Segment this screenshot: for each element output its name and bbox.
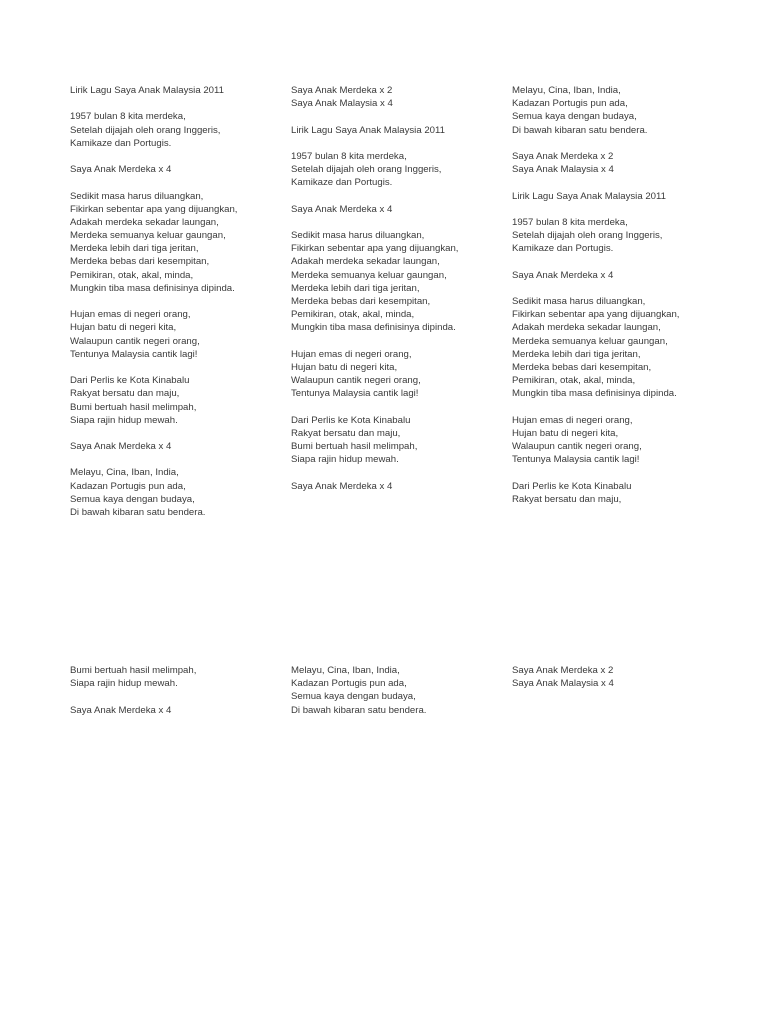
line-gap <box>291 137 501 150</box>
lyric-line: Adakah merdeka sekadar laungan, <box>512 322 661 334</box>
lyric-line: Tentunya Malaysia cantik lagi! <box>70 348 198 360</box>
lyric-line: Kadazan Portugis pun ada, <box>512 98 628 110</box>
lyric-line: Lirik Lagu Saya Anak Malaysia 2011 <box>70 85 224 96</box>
lyric-line: Hujan emas di negeri orang, <box>291 348 412 360</box>
line-gap <box>291 335 501 348</box>
lyric-line: Rakyat bersatu dan maju, <box>512 493 622 505</box>
lyric-line: Saya Anak Malaysia x 4 <box>512 164 614 176</box>
lyric-line: Lirik Lagu Saya Anak Malaysia 2011 <box>291 124 445 136</box>
lyric-line: Siapa rajin hidup mewah. <box>291 454 399 466</box>
lyric-line: Bumi bertuah hasil melimpah, <box>70 665 197 676</box>
line-gap <box>70 453 280 466</box>
lyric-line: Setelah dijajah oleh orang Inggeris, <box>512 230 663 242</box>
lyric-line: Saya Anak Malaysia x 4 <box>291 98 393 110</box>
lyric-line: Hujan emas di negeri orang, <box>70 309 191 321</box>
line-gap <box>291 401 501 414</box>
lyric-line: Mungkin tiba masa definisinya dipinda. <box>512 388 677 400</box>
lyric-line: Siapa rajin hidup mewah. <box>70 678 178 690</box>
lyric-line: Pemikiran, otak, akal, minda, <box>512 375 636 387</box>
lyric-line: Walaupun cantik negeri orang, <box>512 441 642 453</box>
lyric-line: Merdeka lebih dari tiga jeritan, <box>512 348 641 360</box>
lyric-line: Saya Anak Merdeka x 4 <box>291 480 393 492</box>
lyric-line: Tentunya Malaysia cantik lagi! <box>512 454 640 466</box>
lyric-line: Saya Anak Merdeka x 2 <box>291 85 393 96</box>
lyric-line: Fikirkan sebentar apa yang dijuangkan, <box>512 309 680 321</box>
lyric-line: Walaupun cantik negeri orang, <box>70 335 200 347</box>
lyric-line: Kamikaze dan Portugis. <box>512 243 614 255</box>
lyric-line: Saya Anak Merdeka x 2 <box>512 665 614 676</box>
line-gap <box>291 190 501 203</box>
lyric-line: Semua kaya dengan budaya, <box>291 691 416 703</box>
bottom-lyrics-column-2 <box>291 664 501 717</box>
line-gap <box>291 216 501 229</box>
lyric-line: Hujan emas di negeri orang, <box>512 414 633 426</box>
lyric-line: Saya Anak Merdeka x 4 <box>70 164 172 176</box>
lyric-line: Saya Anak Merdeka x 4 <box>70 441 172 453</box>
lyric-line: Sedikit masa harus diluangkan, <box>291 230 425 242</box>
line-gap <box>512 137 722 150</box>
lyric-line: Adakah merdeka sekadar laungan, <box>70 216 219 228</box>
line-gap <box>512 282 722 295</box>
lyric-line: Dari Perlis ke Kota Kinabalu <box>512 480 632 492</box>
lyric-line: Kadazan Portugis pun ada, <box>70 480 186 492</box>
lyric-line: Pemikiran, otak, akal, minda, <box>70 269 194 281</box>
lyric-line: Melayu, Cina, Iban, India, <box>70 467 179 479</box>
lyric-line: Merdeka semuanya keluar gaungan, <box>70 230 226 242</box>
lyric-line: Saya Anak Merdeka x 4 <box>291 203 393 215</box>
lyric-line: Bumi bertuah hasil melimpah, <box>70 401 197 413</box>
lyric-line: Fikirkan sebentar apa yang dijuangkan, <box>291 243 459 255</box>
lyric-line: 1957 bulan 8 kita merdeka, <box>70 111 186 123</box>
lyric-line: Melayu, Cina, Iban, India, <box>512 85 621 96</box>
lyric-line: Merdeka lebih dari tiga jeritan, <box>291 282 420 294</box>
lyric-line: Dari Perlis ke Kota Kinabalu <box>70 375 190 387</box>
lyric-line: Saya Anak Malaysia x 4 <box>512 678 614 690</box>
lyric-line: Adakah merdeka sekadar laungan, <box>291 256 440 268</box>
line-gap <box>512 401 722 414</box>
top-lyrics-column-3 <box>512 84 722 506</box>
lyric-line: Kamikaze dan Portugis. <box>291 177 393 189</box>
lyric-line: Tentunya Malaysia cantik lagi! <box>291 388 419 400</box>
lyric-line: Merdeka bebas dari kesempitan, <box>512 361 652 373</box>
lyric-line: Semua kaya dengan budaya, <box>70 493 195 505</box>
lyric-line: Hujan batu di negeri kita, <box>70 322 177 334</box>
lyric-line: 1957 bulan 8 kita merdeka, <box>512 216 628 228</box>
line-gap <box>70 427 280 440</box>
lyric-line: Rakyat bersatu dan maju, <box>70 388 180 400</box>
line-gap <box>70 97 280 110</box>
lyric-line: Merdeka bebas dari kesempitan, <box>291 296 431 307</box>
top-lyrics-column-1 <box>70 84 280 519</box>
lyric-line: Setelah dijajah oleh orang Inggeris, <box>70 124 221 136</box>
lyric-line: Kadazan Portugis pun ada, <box>291 678 407 690</box>
line-gap <box>70 150 280 163</box>
line-gap <box>70 690 280 703</box>
line-gap <box>512 255 722 268</box>
lyric-line: Sedikit masa harus diluangkan, <box>512 296 646 307</box>
lyric-line: Melayu, Cina, Iban, India, <box>291 665 400 676</box>
line-gap <box>70 295 280 308</box>
lyric-line: Merdeka lebih dari tiga jeritan, <box>70 243 199 255</box>
lyric-line: Merdeka bebas dari kesempitan, <box>70 256 210 268</box>
lyric-line: Saya Anak Merdeka x 4 <box>512 269 614 281</box>
lyric-line: Siapa rajin hidup mewah. <box>70 414 178 426</box>
lyric-line: Di bawah kibaran satu bendera. <box>291 704 427 716</box>
line-gap <box>512 466 722 479</box>
lyric-line: Rakyat bersatu dan maju, <box>291 427 401 439</box>
lyric-line: Saya Anak Merdeka x 4 <box>70 704 172 716</box>
lyric-line: Mungkin tiba masa definisinya dipinda. <box>291 322 456 334</box>
lyric-line: Hujan batu di negeri kita, <box>512 427 619 439</box>
line-gap <box>512 176 722 189</box>
line-gap <box>291 110 501 123</box>
lyric-line: Di bawah kibaran satu bendera. <box>70 507 206 518</box>
lyric-line: Bumi bertuah hasil melimpah, <box>291 441 418 453</box>
lyric-line: Walaupun cantik negeri orang, <box>291 375 421 387</box>
lyric-line: Semua kaya dengan budaya, <box>512 111 637 123</box>
lyric-line: 1957 bulan 8 kita merdeka, <box>291 150 407 162</box>
line-gap <box>512 203 722 216</box>
lyric-line: Lirik Lagu Saya Anak Malaysia 2011 <box>512 190 666 202</box>
lyric-line: Hujan batu di negeri kita, <box>291 361 398 373</box>
lyric-line: Mungkin tiba masa definisinya dipinda. <box>70 282 235 294</box>
lyric-line: Kamikaze dan Portugis. <box>70 137 172 149</box>
lyric-line: Setelah dijajah oleh orang Inggeris, <box>291 164 442 176</box>
bottom-lyrics-column-3 <box>512 664 722 690</box>
lyric-line: Pemikiran, otak, akal, minda, <box>291 309 415 321</box>
lyric-line: Sedikit masa harus diluangkan, <box>70 190 204 202</box>
lyric-line: Fikirkan sebentar apa yang dijuangkan, <box>70 203 238 215</box>
lyric-line: Dari Perlis ke Kota Kinabalu <box>291 414 411 426</box>
line-gap <box>70 176 280 189</box>
lyric-line: Merdeka semuanya keluar gaungan, <box>512 335 668 347</box>
line-gap <box>291 466 501 479</box>
lyric-line: Di bawah kibaran satu bendera. <box>512 124 648 136</box>
line-gap <box>70 361 280 374</box>
top-lyrics-column-2 <box>291 84 501 493</box>
lyric-line: Saya Anak Merdeka x 2 <box>512 150 614 162</box>
bottom-lyrics-column-1 <box>70 664 280 717</box>
lyric-line: Merdeka semuanya keluar gaungan, <box>291 269 447 281</box>
